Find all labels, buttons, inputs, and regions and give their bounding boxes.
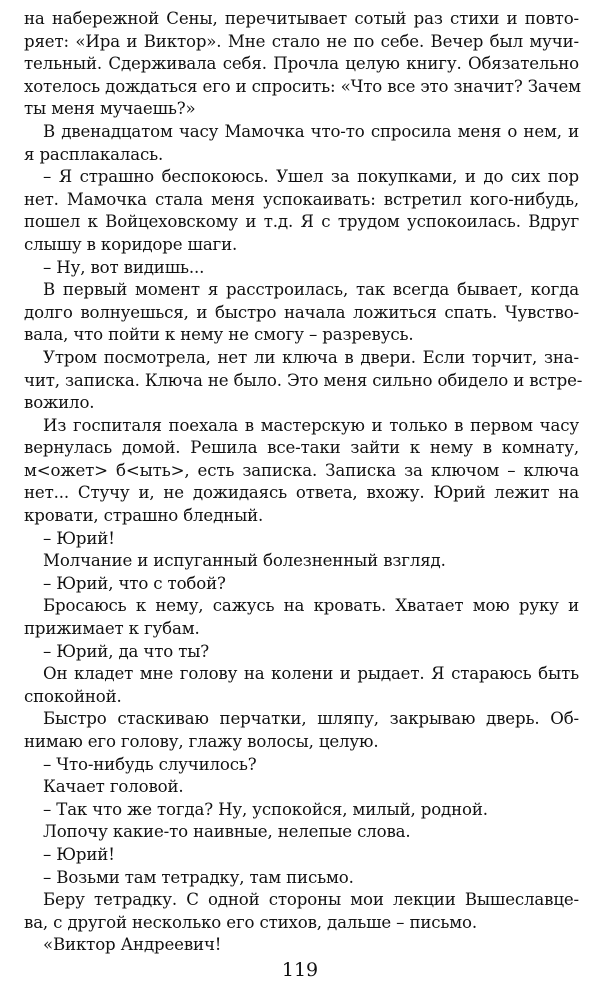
text-line: Лопочу какие-то наивные, нелепые слова. — [43, 822, 411, 842]
text-line: нет... Стучу и, не дожидаясь ответа, вхожу. Юрий лежит на — [24, 483, 579, 503]
text-line: – Юрий! — [43, 844, 115, 864]
text-line: Бросаюсь к нему, сажусь на кровать. Хватает мою руку и — [43, 596, 579, 616]
text-line: Из госпиталя поехала в мастерскую и только в первом часу — [43, 415, 579, 435]
text-line: вала, что пойти к нему не смогу – разревусь. — [24, 325, 414, 345]
text-line: В первый момент я расстроилась, так всегда бывает, когда — [43, 280, 579, 300]
text-line: кровати, страшно бледный. — [24, 506, 264, 526]
text-line: – Юрий, что с тобой? — [43, 573, 226, 593]
page-number: 119 — [281, 959, 319, 981]
text-line: тельный. Сдерживала себя. Прочла целую книгу. Обязательно — [24, 54, 579, 74]
text-line: долго волнуешься, и быстро начала ложиться спать. Чувство- — [24, 302, 579, 322]
text-line: ва, с другой несколько его стихов, дальше – письмо. — [24, 912, 478, 932]
text-line: – Ну, вот видишь... — [43, 257, 205, 277]
text-line: Молчание и испуганный болезненный взгляд. — [43, 551, 446, 571]
text-line: «Виктор Андреевич! — [43, 935, 222, 955]
text-line: слышу в коридоре шаги. — [24, 234, 238, 254]
page-text — [24, 8, 583, 957]
text-line: Он кладет мне голову на колени и рыдает. Я стараюсь быть — [43, 664, 579, 684]
text-line: – Юрий! — [43, 528, 115, 548]
text-line: – Что-нибудь случилось? — [43, 754, 257, 774]
text-line: Быстро стаскиваю перчатки, шляпу, закрываю дверь. Об- — [43, 709, 579, 729]
text-line: нет. Мамочка стала меня успокаивать: встретил кого-нибудь, — [24, 189, 579, 209]
text-line: В двенадцатом часу Мамочка что-то спросила меня о нем, и — [43, 121, 579, 141]
text-line: Качает головой. — [43, 777, 184, 797]
text-line: – Я страшно беспокоюсь. Ушел за покупками, и до сих пор — [43, 167, 579, 187]
text-line: вожило. — [24, 393, 95, 413]
text-line: пошел к Войцеховскому и т.д. Я с трудом успокоилась. Вдруг — [24, 212, 579, 232]
text-line: ряет: «Ира и Виктор». Мне стало не по себе. Вечер был мучи- — [24, 31, 579, 51]
text-line: – Так что же тогда? Ну, успокойся, милый, родной. — [43, 799, 488, 819]
text-line: прижимает к губам. — [24, 619, 200, 639]
text-line: Утром посмотрела, нет ли ключа в двери. Если торчит, зна- — [43, 347, 579, 367]
text-line: хотелось дождаться его и спросить: «Что все это значит? Зачем — [24, 76, 581, 96]
text-line: вернулась домой. Решила все-таки зайти к нему в комнату, — [24, 438, 579, 458]
text-line: нимаю его голову, глажу волосы, целую. — [24, 732, 379, 751]
text-line: м<ожет> б<ыть>, есть записка. Записка за ключом – ключа — [24, 460, 579, 480]
text-line: чит, записка. Ключа не было. Это меня сильно обидело и встре- — [24, 370, 583, 390]
text-line: ты меня мучаешь?» — [24, 99, 196, 119]
text-line: я расплакалась. — [24, 144, 164, 164]
text-line: – Юрий, да что ты? — [43, 641, 210, 661]
text-line: спокойной. — [24, 686, 122, 706]
text-line: на набережной Сены, перечитывает сотый раз стихи и повто- — [24, 9, 579, 28]
text-line: – Возьми там тетрадку, там письмо. — [43, 867, 354, 887]
text-line: Беру тетрадку. С одной стороны мои лекции Вышеславце- — [43, 890, 579, 910]
